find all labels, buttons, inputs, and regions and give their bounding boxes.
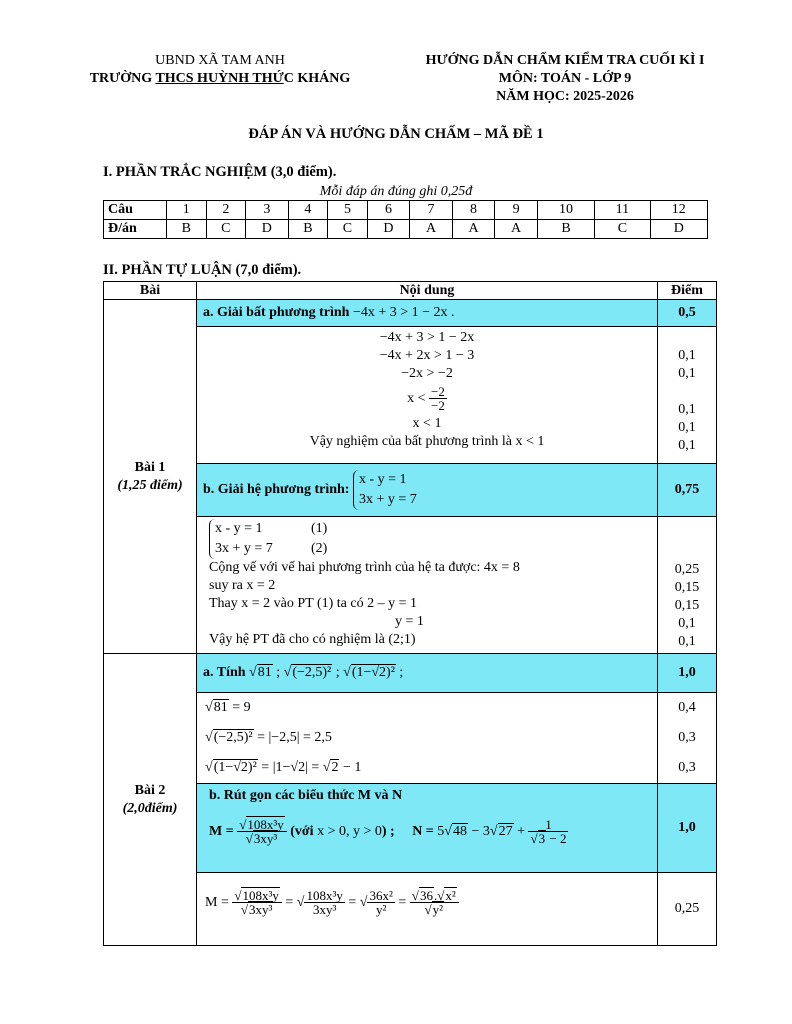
bai2b-expressions: M = $\frac{\text{√108x³y}}{\text{√3xy³}}$ (với x > 0, y > 0) ; N = 5√48 − 3√27 + $\frac{1}{√3 - 2}$ — [209, 817, 567, 847]
bai1a-step: x < — [407, 391, 426, 406]
school-name-underlined: THCS HUỲNH THỨ — [155, 71, 284, 86]
step-point: 0,3 — [678, 760, 696, 775]
answer-cell: A — [410, 220, 453, 239]
bai1b-line: Vậy hệ PT đã cho có nghiệm là (2;1) — [209, 632, 416, 647]
col-bai: Bài — [104, 282, 197, 300]
step-point: 0,1 — [678, 438, 696, 453]
question-number: 10 — [537, 201, 594, 220]
question-number: 3 — [246, 201, 289, 220]
bai2a-title-cell — [197, 654, 658, 693]
bai2b-points: 1,0 — [658, 784, 717, 873]
commune-name: UBND XÃ TAM ANH — [155, 53, 285, 68]
frac-numerator: −2 — [431, 384, 445, 400]
answer-cell: C — [206, 220, 246, 239]
question-row-label: Câu — [104, 201, 167, 220]
bai2a-step-points — [658, 693, 717, 784]
step-point: 0,1 — [678, 348, 696, 363]
bai1a-step-points — [658, 327, 717, 464]
bai2b-cond-pre: (với — [290, 824, 314, 839]
bai1b-eq1: x - y = 1 — [358, 472, 407, 487]
bai1b-sys2-tag: (2) — [311, 541, 328, 556]
answer-cell: A — [452, 220, 495, 239]
bai2b-n-label: N = — [412, 824, 434, 839]
school-header — [60, 52, 380, 88]
bai1a-conclusion — [197, 433, 657, 451]
bai2b-title: b. Rút gọn các biểu thức M và N — [209, 788, 403, 803]
question-number: 11 — [595, 201, 650, 220]
bai1a-expr: −4x + 3 > 1 − 2x . — [352, 305, 455, 320]
exam-title: HƯỚNG DẪN CHẤM KIỂM TRA CUỐI KÌ I — [425, 53, 705, 68]
question-number: 5 — [328, 201, 368, 220]
answer-cell: B — [288, 220, 328, 239]
bai1-points: (1,25 điểm) — [117, 477, 183, 493]
step-point: 0,4 — [678, 700, 696, 715]
bai2a-exprs: √81 ; √(−2,5)² ; √(1−√2)² ; — [249, 665, 404, 680]
col-diem: Điểm — [658, 282, 717, 300]
answer-cell: D — [367, 220, 410, 239]
answer-cell: B — [167, 220, 207, 239]
answer-cell: D — [650, 220, 707, 239]
step-point: 0,1 — [678, 634, 696, 649]
step-point: 0,15 — [674, 580, 700, 595]
bai2a-content-cell — [197, 693, 658, 784]
bai1-label: Bài 1 — [134, 459, 166, 475]
question-number: 8 — [452, 201, 495, 220]
bai1a-title: a. Giải bất phương trình — [203, 305, 350, 320]
exam-year: NĂM HỌC: 2025-2026 — [496, 89, 634, 104]
bai1b-eq2: 3x + y = 7 — [358, 492, 417, 507]
answer-cell: B — [537, 220, 594, 239]
question-number: 2 — [206, 201, 246, 220]
bai1a-step: −2x > −2 — [401, 366, 453, 381]
bai1b-line: suy ra x = 2 — [209, 578, 276, 593]
answer-row — [104, 220, 708, 239]
step-point: 0,1 — [678, 366, 696, 381]
bai1a-step: −4x + 3 > 1 − 2x — [379, 330, 475, 345]
bai1b-sys1: x - y = 1 — [215, 521, 263, 536]
section1-note: Mỗi đáp án đúng ghi 0,25đ — [319, 184, 473, 199]
bai1b-line: Cộng vế với vế hai phương trình của hệ ta được: 4x = 8 — [209, 560, 520, 575]
step-point: 0,15 — [674, 598, 700, 613]
step-point: 0,25 — [674, 562, 700, 577]
step-point: 0,1 — [678, 402, 696, 417]
exam-subject: MÔN: TOÁN - LỚP 9 — [498, 71, 632, 86]
bai2-label: Bài 2 — [134, 782, 166, 798]
answer-cell: A — [495, 220, 538, 239]
step-point: 0,1 — [678, 420, 696, 435]
col-noidung: Nội dung — [197, 282, 658, 300]
bai1b-sys2: 3x + y = 7 — [215, 541, 273, 556]
frac-denominator: −2 — [431, 398, 445, 414]
answer-cell: C — [595, 220, 650, 239]
bai1a-conclusion-text: Vậy nghiệm của bất phương trình là — [309, 434, 512, 449]
bai2a-step: √(−2,5)² = |−2,5| = 2,5 — [205, 730, 332, 745]
bai2b-step-points — [658, 873, 717, 946]
bai2b-title-cell — [197, 784, 658, 873]
question-number: 1 — [167, 201, 207, 220]
answer-row-label: Đ/án — [104, 220, 167, 239]
bai1b-points: 0,75 — [658, 464, 717, 517]
answer-cell: C — [328, 220, 368, 239]
bai2b-cond-post: ) ; — [381, 824, 395, 839]
question-number: 7 — [410, 201, 453, 220]
question-number: 12 — [650, 201, 707, 220]
question-number: 6 — [367, 201, 410, 220]
bai1b-line: y = 1 — [395, 614, 424, 629]
bai1b-content-cell — [197, 517, 658, 654]
bai2b-cond: x > 0, y > 0 — [317, 824, 382, 839]
bai1b-system-labelled — [209, 519, 327, 559]
step-point: 0,3 — [678, 730, 696, 745]
bai1a-step: x < 1 — [412, 416, 442, 431]
essay-header-row — [104, 282, 717, 300]
bai2b-step: M = $\frac{\text{√108x³y}}{\text{√3xy³}}$ = √ $\frac{\text{108x³y}}{\text{3xy³}}$ = √ $\frac{\text{36x²}}{\text{y²}}$ = $\frac{\text{√36.√x²}}{\text{√y²}}$ — [197, 873, 657, 923]
essay-table — [103, 281, 717, 946]
bai1a-step: −4x + 2x > 1 − 3 — [379, 348, 475, 363]
bai2a-title: a. Tính — [203, 665, 246, 680]
bai1a-points: 0,5 — [658, 300, 717, 327]
school-name-post: C KHÁNG — [283, 71, 351, 86]
bai1b-sys1-tag: (1) — [311, 521, 328, 536]
bai1a-header-row — [104, 300, 717, 327]
bai1b-title-cell — [197, 464, 658, 517]
bai2a-step: √(1−√2)² = |1−√2| = √2 − 1 — [205, 760, 362, 775]
bai1b-title: b. Giải hệ phương trình: — [203, 482, 350, 498]
bai2a-header-row — [104, 654, 717, 693]
bai2b-m-label: M = — [209, 824, 234, 839]
bai1a-conclusion-expr: x < 1 — [515, 434, 545, 449]
bai2-cell — [104, 654, 197, 946]
bai1a-step-frac — [197, 383, 657, 415]
step-point: 0,1 — [678, 616, 696, 631]
step-point: 0,25 — [674, 901, 700, 916]
question-number: 4 — [288, 201, 328, 220]
question-number: 9 — [495, 201, 538, 220]
bai1-cell — [104, 300, 197, 654]
bai1b-system — [353, 470, 417, 510]
bai1a-title-cell — [197, 300, 658, 327]
bai1b-step-points — [658, 517, 717, 654]
answer-cell: D — [246, 220, 289, 239]
page-title: ĐÁP ÁN VÀ HƯỚNG DẪN CHẤM – MÃ ĐỀ 1 — [248, 126, 544, 142]
question-row — [104, 201, 708, 220]
school-name-pre: TRƯỜNG — [89, 71, 156, 86]
section2-heading: II. PHẦN TỰ LUẬN (7,0 điểm). — [103, 262, 302, 278]
bai1b-line: Thay x = 2 vào PT (1) ta có 2 – y = 1 — [209, 596, 417, 611]
bai1a-content-cell — [197, 327, 658, 464]
bai2a-points: 1,0 — [658, 654, 717, 693]
bai2-points: (2,0điểm) — [122, 800, 178, 816]
bai2a-step: √81 = 9 — [205, 700, 251, 715]
school-name — [60, 70, 380, 88]
bai2b-content-cell — [197, 873, 658, 946]
section1-heading: I. PHẦN TRẮC NGHIỆM (3,0 điểm). — [103, 164, 337, 180]
answer-key-table — [103, 200, 708, 239]
exam-header — [400, 52, 730, 106]
